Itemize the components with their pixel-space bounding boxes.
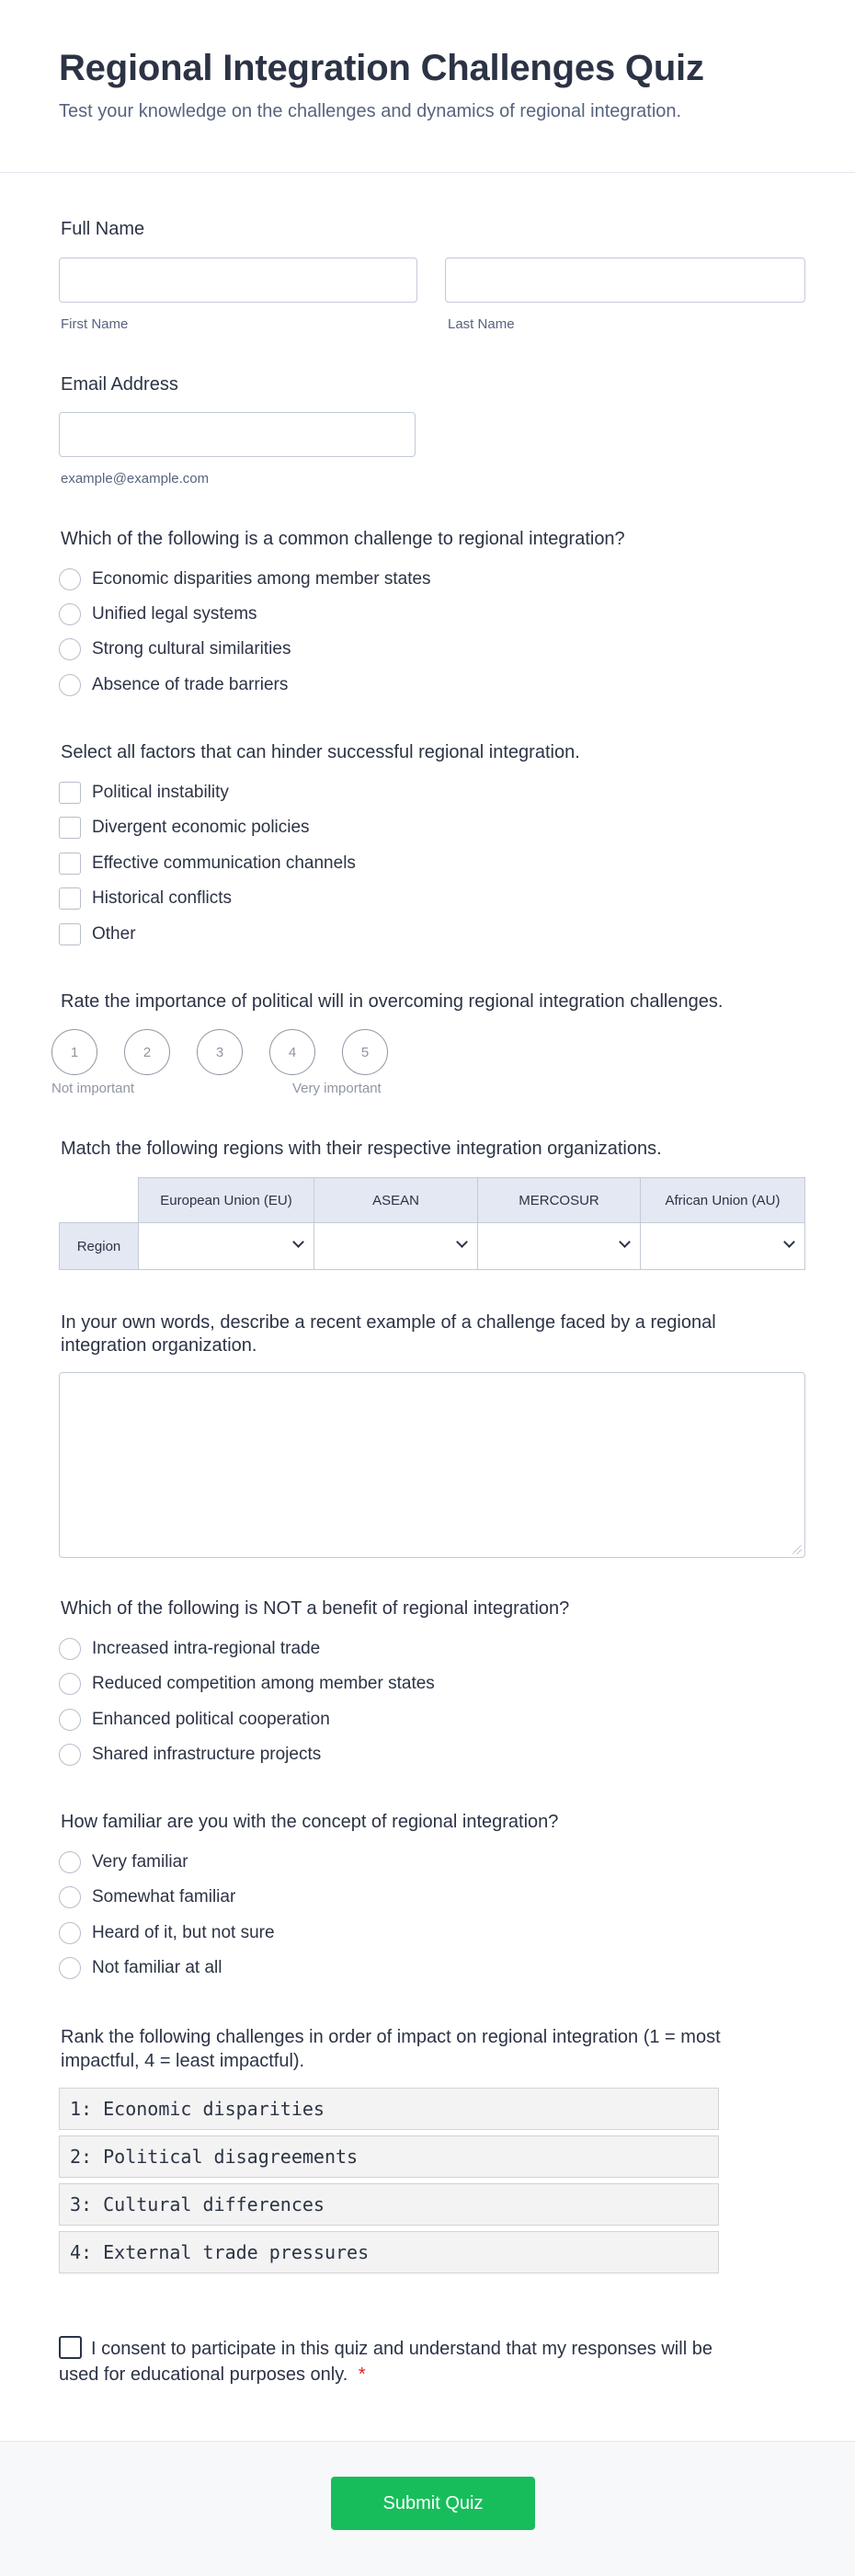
last-name-sublabel: Last Name xyxy=(448,316,515,332)
chevron-down-icon xyxy=(619,1236,631,1248)
consent-field xyxy=(59,2336,721,2387)
q1-question: Which of the following is a common challenge to regional integration? xyxy=(61,529,625,549)
last-name-input[interactable] xyxy=(445,258,805,303)
first-name-sublabel: First Name xyxy=(61,316,129,332)
radio-button[interactable] xyxy=(59,1922,81,1944)
consent-text: I consent to participate in this quiz and understand that my responses will be used for educational purposes only. xyxy=(59,2339,712,2385)
email-sublabel: example@example.com xyxy=(61,471,210,487)
matrix-column-header: European Union (EU) xyxy=(138,1177,314,1223)
q1-option[interactable]: Strong cultural similarities xyxy=(59,636,291,662)
radio-button[interactable] xyxy=(59,1957,81,1979)
radio-button[interactable] xyxy=(59,1851,81,1873)
radio-button[interactable] xyxy=(59,638,81,660)
form-subtitle: Test your knowledge on the challenges and dynamics of regional integration. xyxy=(59,101,682,121)
checkbox[interactable] xyxy=(59,782,81,804)
rank-item[interactable]: 4: External trade pressures xyxy=(59,2231,719,2273)
radio-button[interactable] xyxy=(59,1638,81,1660)
resize-handle-icon[interactable] xyxy=(792,1545,802,1554)
matrix-row-label: Region xyxy=(59,1222,139,1270)
radio-button[interactable] xyxy=(59,568,81,590)
rank-item[interactable]: 3: Cultural differences xyxy=(59,2183,719,2226)
q7-option[interactable]: Not familiar at all xyxy=(59,1955,222,1981)
q7-option[interactable]: Very familiar xyxy=(59,1849,188,1875)
form-header xyxy=(0,0,855,173)
scale-option-1[interactable]: 1 xyxy=(51,1029,97,1075)
radio-button[interactable] xyxy=(59,1673,81,1695)
required-mark: * xyxy=(358,2364,366,2385)
email-label: Email Address xyxy=(61,374,178,395)
q7-option[interactable]: Somewhat familiar xyxy=(59,1884,235,1910)
q6-option[interactable]: Increased intra-regional trade xyxy=(59,1636,320,1662)
q5-question: In your own words, describe a recent example of a challenge faced by a regional integration organization. xyxy=(61,1312,716,1356)
checkbox[interactable] xyxy=(59,923,81,945)
scale-option-4[interactable]: 4 xyxy=(269,1029,315,1075)
full-name-label: Full Name xyxy=(61,219,145,239)
q1-option[interactable]: Unified legal systems xyxy=(59,601,257,627)
matrix-dropdown-eu[interactable] xyxy=(138,1222,314,1270)
scale-high-label: Very important xyxy=(292,1081,382,1096)
q6-option[interactable]: Shared infrastructure projects xyxy=(59,1742,321,1768)
matrix-column-header: African Union (AU) xyxy=(640,1177,805,1223)
radio-button[interactable] xyxy=(59,1744,81,1766)
q4-question: Match the following regions with their respective integration organizations. xyxy=(61,1139,662,1159)
q8-question: Rank the following challenges in order of impact on regional integration (1 = most impactful, 4 = least impactful). xyxy=(61,2027,721,2071)
q2-option[interactable]: Historical conflicts xyxy=(59,886,232,911)
q2-option[interactable]: Political instability xyxy=(59,780,229,806)
scale-option-2[interactable]: 2 xyxy=(124,1029,170,1075)
q6-question: Which of the following is NOT a benefit of regional integration? xyxy=(61,1598,570,1619)
q2-option[interactable]: Divergent economic policies xyxy=(59,815,310,841)
consent-checkbox[interactable] xyxy=(59,2336,82,2359)
radio-button[interactable] xyxy=(59,674,81,696)
first-name-input[interactable] xyxy=(59,258,417,303)
matrix-column-header: ASEAN xyxy=(314,1177,478,1223)
q7-question: How familiar are you with the concept of regional integration? xyxy=(61,1812,559,1832)
radio-button[interactable] xyxy=(59,603,81,625)
q2-option[interactable]: Effective communication channels xyxy=(59,851,356,876)
matrix-column-header: MERCOSUR xyxy=(477,1177,641,1223)
scale-option-3[interactable]: 3 xyxy=(197,1029,243,1075)
chevron-down-icon xyxy=(456,1236,468,1248)
form-footer xyxy=(0,2441,855,2576)
q6-option[interactable]: Reduced competition among member states xyxy=(59,1671,435,1697)
email-input[interactable] xyxy=(59,412,416,457)
q3-question: Rate the importance of political will in overcoming regional integration challenges. xyxy=(61,991,724,1012)
submit-button[interactable]: Submit Quiz xyxy=(331,2477,535,2530)
scale-option-5[interactable]: 5 xyxy=(342,1029,388,1075)
q2-option[interactable]: Other xyxy=(59,922,136,947)
matching-matrix xyxy=(59,1177,805,1270)
q2-question: Select all factors that can hinder successful regional integration. xyxy=(61,742,580,762)
scale-low-label: Not important xyxy=(51,1081,135,1096)
chevron-down-icon xyxy=(783,1236,795,1248)
chevron-down-icon xyxy=(292,1236,304,1248)
form-title: Regional Integration Challenges Quiz xyxy=(59,48,704,88)
matrix-dropdown-au[interactable] xyxy=(640,1222,805,1270)
matrix-dropdown-asean[interactable] xyxy=(314,1222,478,1270)
checkbox[interactable] xyxy=(59,853,81,875)
q1-option[interactable]: Absence of trade barriers xyxy=(59,672,288,698)
rank-item[interactable]: 1: Economic disparities xyxy=(59,2088,719,2130)
radio-button[interactable] xyxy=(59,1709,81,1731)
checkbox[interactable] xyxy=(59,887,81,910)
matrix-dropdown-mercosur[interactable] xyxy=(477,1222,641,1270)
rank-item[interactable]: 2: Political disagreements xyxy=(59,2135,719,2178)
q1-option[interactable]: Economic disparities among member states xyxy=(59,567,431,592)
checkbox[interactable] xyxy=(59,817,81,839)
q7-option[interactable]: Heard of it, but not sure xyxy=(59,1920,275,1946)
description-textarea[interactable] xyxy=(59,1372,805,1558)
q6-option[interactable]: Enhanced political cooperation xyxy=(59,1707,330,1733)
radio-button[interactable] xyxy=(59,1886,81,1908)
